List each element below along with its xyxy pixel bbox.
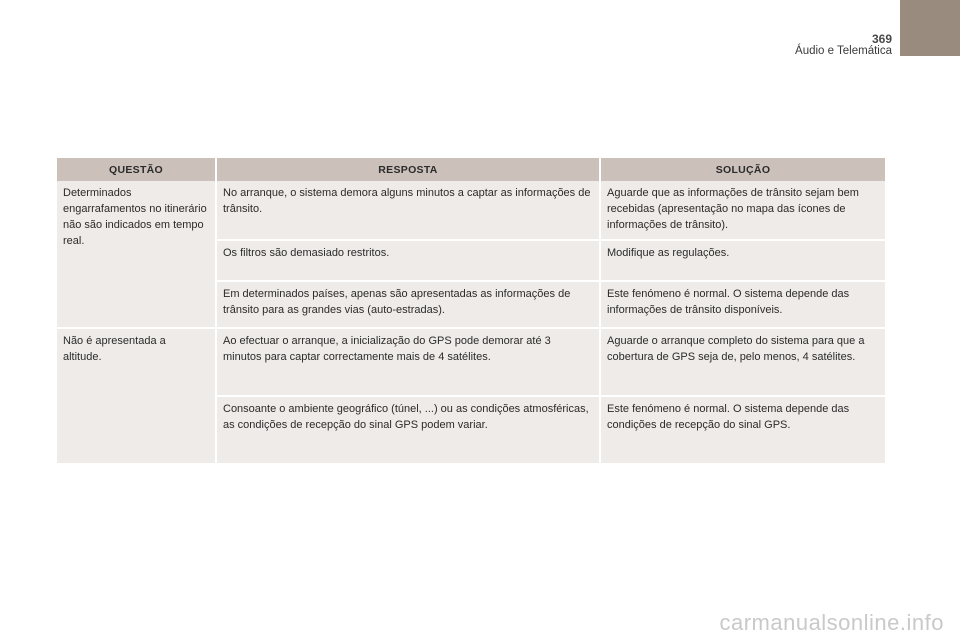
solution-cell: Modifique as regulações. [600,240,885,281]
answer-cell: Ao efectuar o arranque, a inicialização do GPS pode demorar até 3 minutos para captar correctamente mais de 4 satélites. [216,328,600,396]
answer-cell: Consoante o ambiente geográfico (túnel, ...) ou as condições atmosféricas, as condições de recepção do sinal GPS podem variar. [216,396,600,464]
column-header-solution: SOLUÇÃO [600,158,885,181]
answer-cell: Os filtros são demasiado restritos. [216,240,600,281]
table-row [57,328,885,396]
page-corner-tab [900,0,960,56]
solution-cell: Este fenómeno é normal. O sistema depende das condições de recepção do sinal GPS. [600,396,885,464]
page-number: 369 [871,32,892,46]
troubleshooting-table [57,158,885,465]
question-cell: Não é apresentada a altitude. [57,328,216,464]
answer-cell: No arranque, o sistema demora alguns minutos a captar as informações de trânsito. [216,181,600,240]
solution-cell: Este fenómeno é normal. O sistema depende das informações de trânsito disponíveis. [600,281,885,328]
solution-cell: Aguarde o arranque completo do sistema para que a cobertura de GPS seja de, pelo menos, 4 satélites. [600,328,885,396]
watermark: carmanualsonline.info [719,610,944,635]
answer-cell: Em determinados países, apenas são apresentadas as informações de trânsito para as grandes vias (auto-estradas). [216,281,600,328]
table-row [57,181,885,240]
column-header-question: QUESTÃO [57,158,216,181]
column-header-answer: RESPOSTA [216,158,600,181]
table-header-row [57,158,885,181]
solution-cell: Aguarde que as informações de trânsito sejam bem recebidas (apresentação no mapa das ícones de informações de trânsito). [600,181,885,240]
question-cell: Determinados engarrafamentos no itinerário não são indicados em tempo real. [57,181,216,328]
section-title: Áudio e Telemática [795,45,892,57]
